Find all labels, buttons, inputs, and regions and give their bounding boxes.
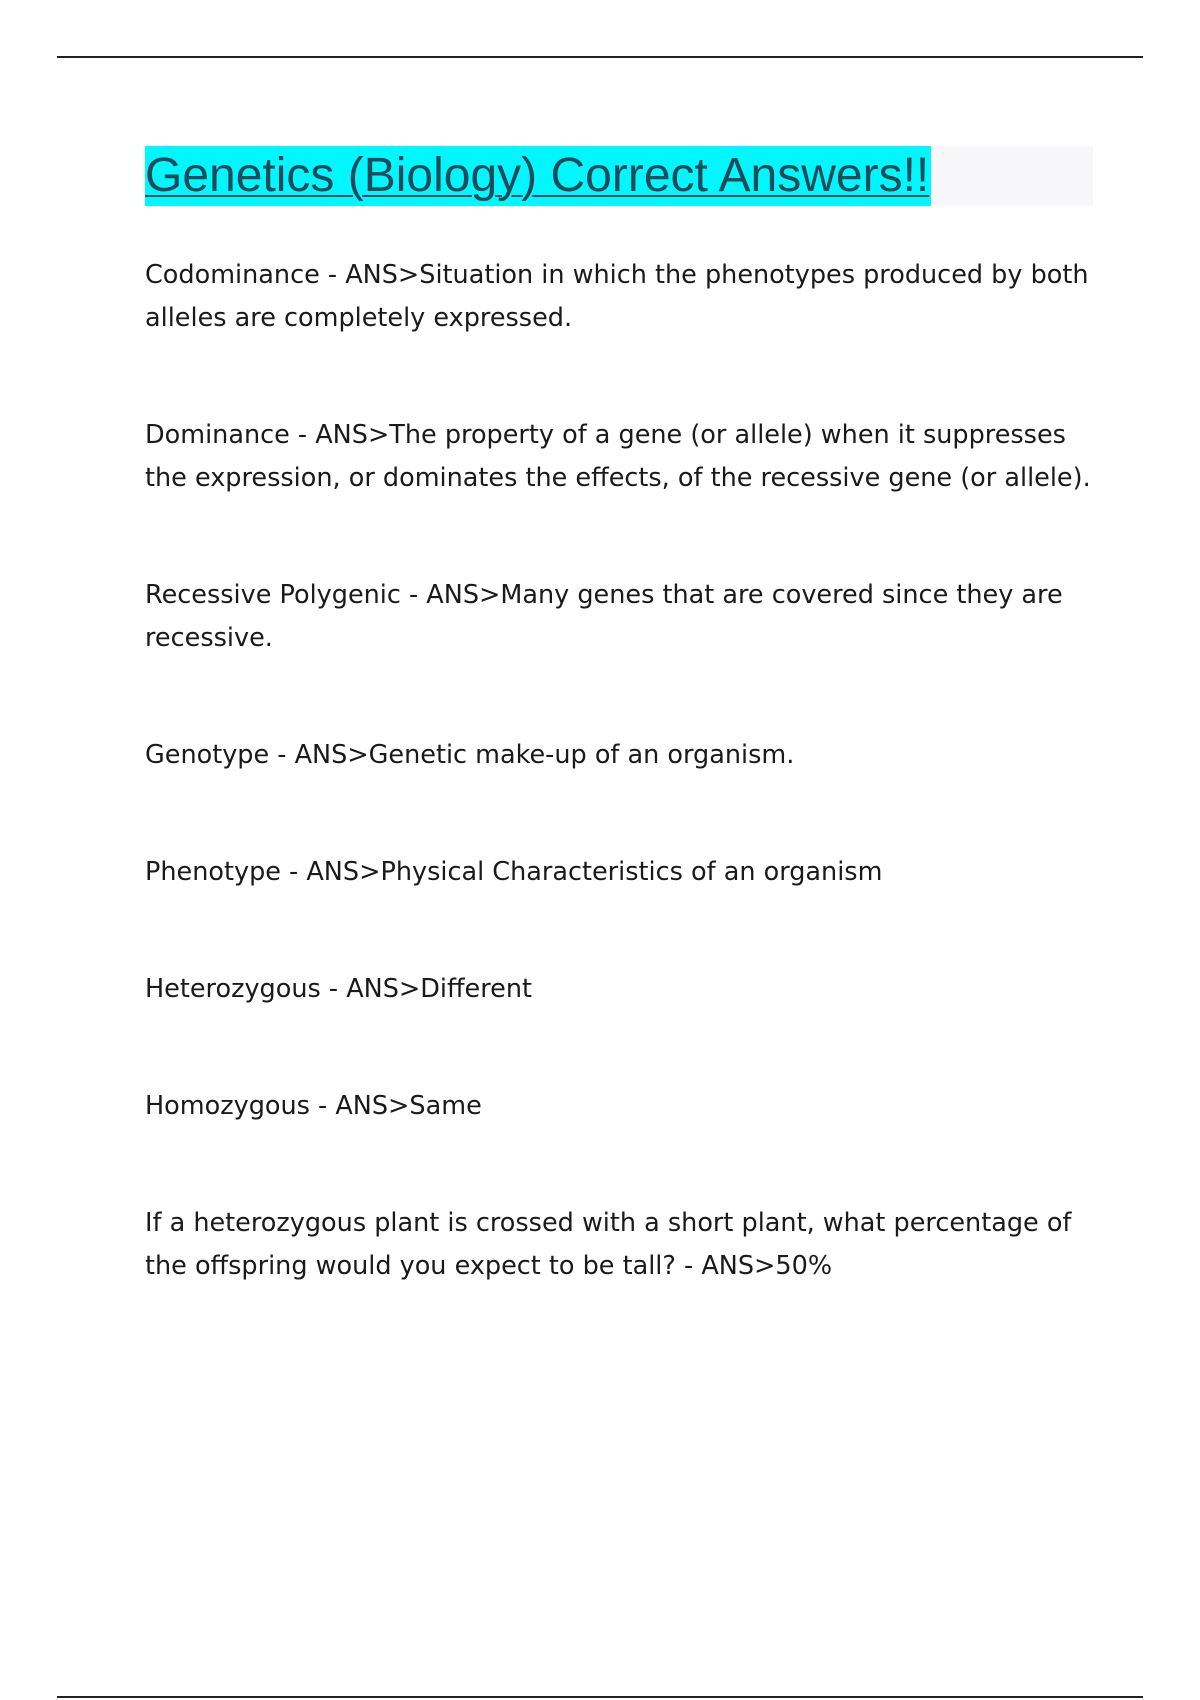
qa-entry-heterozygous-cross: If a heterozygous plant is crossed with a short plant, what percentage of the offspring would you expect to be tall? - ANS>50% — [145, 1208, 1072, 1281]
qa-entry-recessive-polygenic: Recessive Polygenic - ANS>Many genes that are covered since they are recessive. — [145, 580, 1063, 653]
qa-entry-phenotype: Phenotype - ANS>Physical Characteristics of an organism — [145, 857, 883, 887]
title-block — [145, 146, 1093, 206]
document-body — [145, 146, 1095, 1288]
footer-rule — [57, 1696, 1143, 1698]
qa-entry-codominance: Codominance - ANS>Situation in which the phenotypes produced by both alleles are completely expressed. — [145, 260, 1089, 333]
document-title: Genetics (Biology) Correct Answers!! — [145, 146, 931, 206]
qa-entry-dominance: Dominance - ANS>The property of a gene (or allele) when it suppresses the expression, or dominates the effects, of the recessive gene (or allele). — [145, 420, 1091, 493]
qa-entry-homozygous: Homozygous - ANS>Same — [145, 1091, 482, 1121]
qa-entry-heterozygous: Heterozygous - ANS>Different — [145, 974, 533, 1004]
qa-entry-genotype: Genotype - ANS>Genetic make-up of an organism. — [145, 740, 795, 770]
header-rule — [57, 56, 1143, 58]
